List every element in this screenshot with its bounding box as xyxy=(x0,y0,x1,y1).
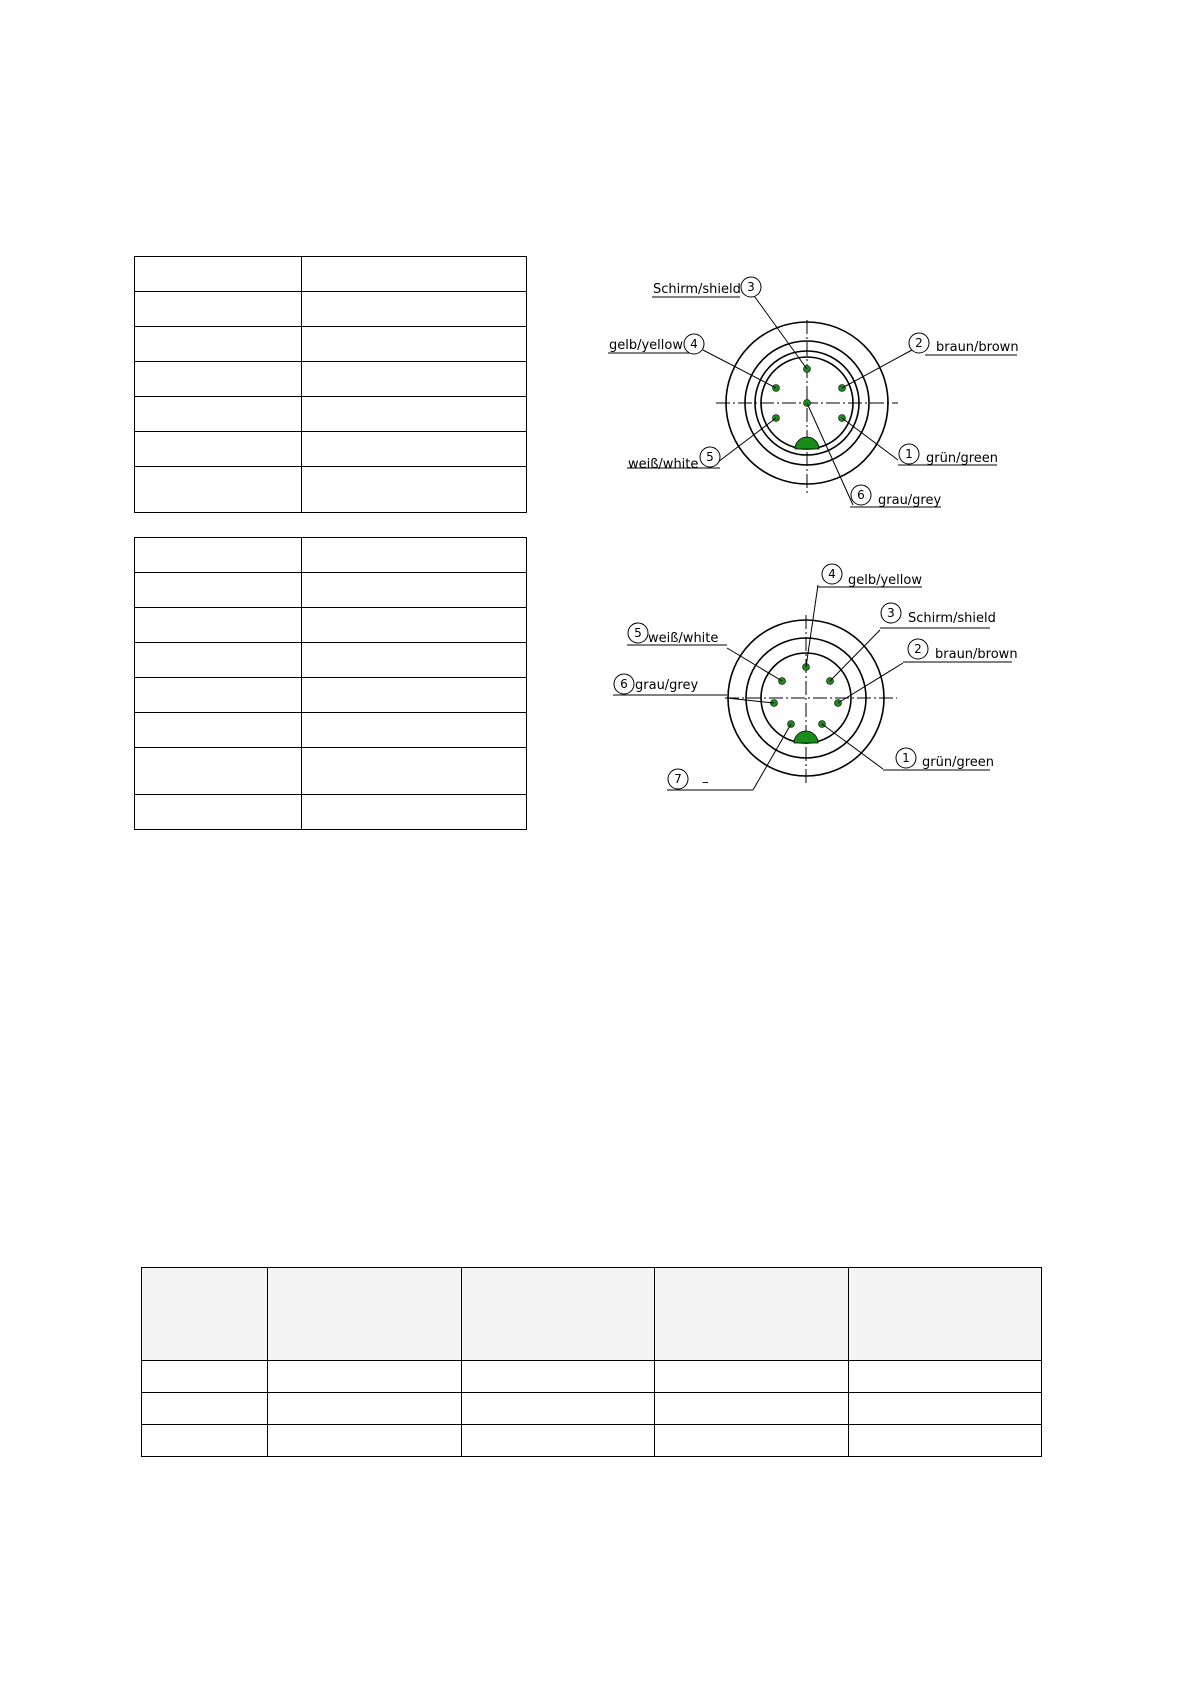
svg-text:2: 2 xyxy=(914,642,922,656)
svg-text:grün/green: grün/green xyxy=(926,451,999,466)
table-cell xyxy=(142,1361,268,1393)
pin-callout-4 xyxy=(806,564,922,667)
svg-text:–: – xyxy=(702,775,709,790)
table-cell xyxy=(849,1393,1042,1425)
svg-text:4: 4 xyxy=(828,567,836,581)
table-header-cell xyxy=(655,1268,849,1361)
pin-callout-5 xyxy=(627,623,782,681)
table-cell xyxy=(655,1425,849,1457)
svg-text:braun/brown: braun/brown xyxy=(936,340,1019,355)
svg-text:4: 4 xyxy=(690,337,698,351)
svg-text:5: 5 xyxy=(706,450,714,464)
svg-text:Schirm/shield: Schirm/shield xyxy=(653,282,741,297)
svg-text:grau/grey: grau/grey xyxy=(878,493,942,508)
table-row xyxy=(142,1361,1042,1393)
table-cell xyxy=(462,1425,655,1457)
table-row xyxy=(142,1425,1042,1457)
svg-text:1: 1 xyxy=(902,751,910,765)
table-header-row xyxy=(142,1268,1042,1361)
table-header-cell xyxy=(268,1268,462,1361)
table-cell xyxy=(268,1393,462,1425)
svg-text:3: 3 xyxy=(747,280,755,294)
svg-text:Schirm/shield: Schirm/shield xyxy=(908,611,996,626)
table-cell xyxy=(142,1393,268,1425)
table-cell xyxy=(655,1393,849,1425)
svg-text:gelb/yellow: gelb/yellow xyxy=(848,573,922,588)
svg-text:braun/brown: braun/brown xyxy=(935,647,1018,662)
svg-text:gelb/yellow: gelb/yellow xyxy=(609,338,683,353)
svg-text:grün/green: grün/green xyxy=(922,755,995,770)
svg-text:1: 1 xyxy=(905,447,913,461)
table-cell xyxy=(849,1361,1042,1393)
table-cell xyxy=(849,1425,1042,1457)
table-header-cell xyxy=(849,1268,1042,1361)
svg-text:3: 3 xyxy=(887,606,895,620)
table-cell xyxy=(655,1361,849,1393)
table-cell xyxy=(268,1425,462,1457)
svg-text:weiß/white: weiß/white xyxy=(628,457,699,472)
table-cell xyxy=(462,1393,655,1425)
table-cell xyxy=(462,1361,655,1393)
pin-callout-2 xyxy=(838,639,1018,703)
svg-text:weiß/white: weiß/white xyxy=(648,631,719,646)
svg-text:7: 7 xyxy=(674,772,682,786)
table-row xyxy=(142,1393,1042,1425)
svg-text:6: 6 xyxy=(620,677,628,691)
svg-text:2: 2 xyxy=(915,336,923,350)
table-cell xyxy=(142,1425,268,1457)
pin-callout-7 xyxy=(667,724,791,790)
svg-text:grau/grey: grau/grey xyxy=(635,678,699,693)
table-header-cell xyxy=(142,1268,268,1361)
table-cell xyxy=(268,1361,462,1393)
table-header-cell xyxy=(462,1268,655,1361)
svg-text:5: 5 xyxy=(634,626,642,640)
svg-text:6: 6 xyxy=(857,488,865,502)
specification-table xyxy=(141,1267,1042,1457)
